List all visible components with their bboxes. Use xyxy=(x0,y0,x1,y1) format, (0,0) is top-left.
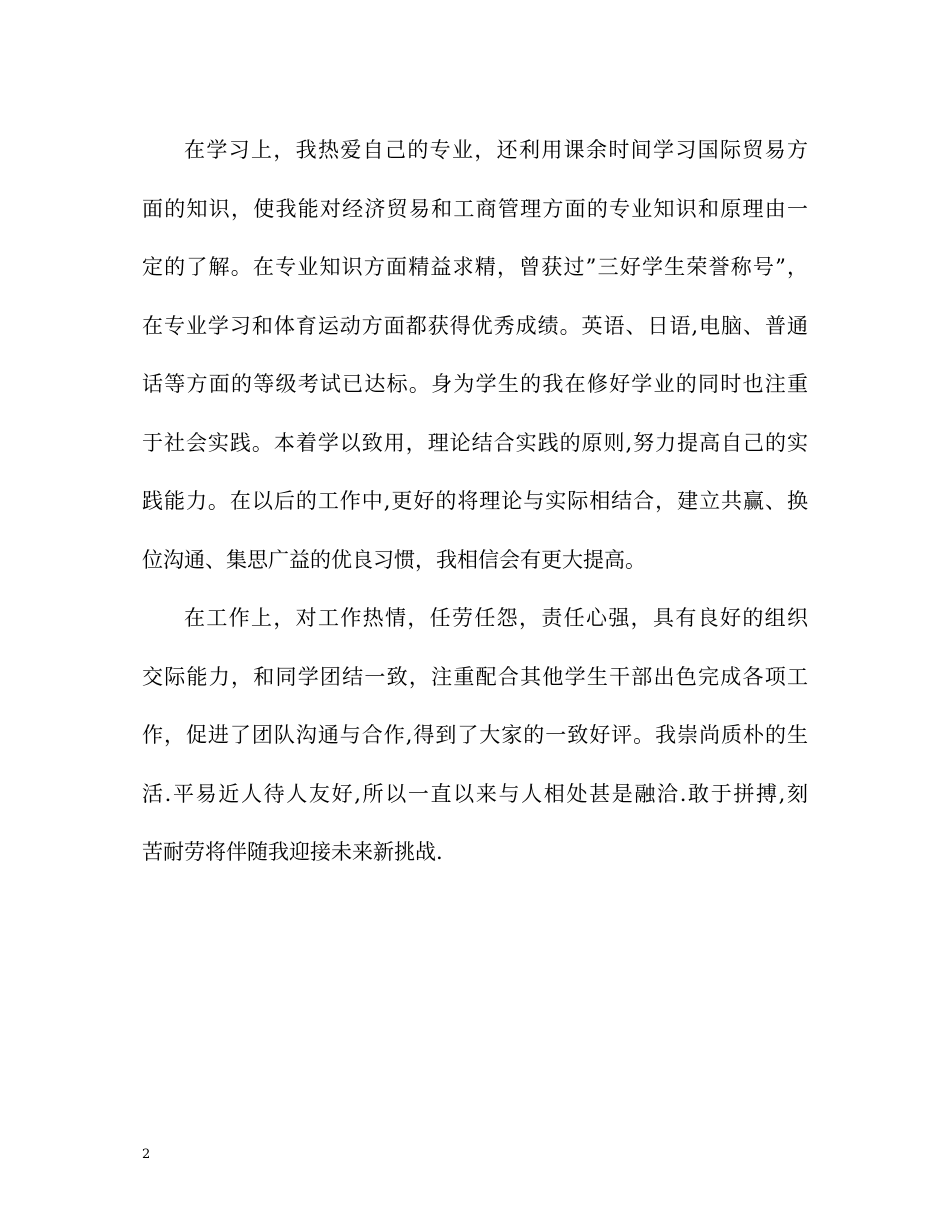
paragraph-line: 话等方面的等级考试已达标。身为学生的我在修好学业的同时也注重 xyxy=(142,372,808,396)
paragraph-line: 在专业学习和体育运动方面都获得优秀成绩。英语、日语,电脑、普通 xyxy=(142,313,808,338)
paragraph-line: 位沟通、集思广益的优良习惯，我相信会有更大提高。 xyxy=(142,547,646,572)
paragraph-line: 在学习上，我热爱自己的专业，还利用课余时间学习国际贸易方 xyxy=(184,138,808,162)
paragraph-line: 作，促进了团队沟通与合作,得到了大家的一致好评。我崇尚质朴的生 xyxy=(142,723,808,747)
document-body xyxy=(142,124,808,885)
paragraph-line: 践能力。在以后的工作中,更好的将理论与实际相结合，建立共赢、换 xyxy=(142,489,808,513)
paragraph-line: 定的了解。在专业知识方面精益求精，曾获过”三好学生荣誉称号”， xyxy=(142,255,808,279)
paragraph-line: 活.平易近人待人友好,所以一直以来与人相处甚是融洽.敢于拼搏,刻 xyxy=(142,781,808,806)
paragraph-line: 于社会实践。本着学以致用，理论结合实践的原则,努力提高自己的实 xyxy=(142,430,808,455)
page-number: 2 xyxy=(142,1147,151,1162)
paragraph-study xyxy=(142,124,808,586)
paragraph-line: 交际能力，和同学团结一致，注重配合其他学生干部出色完成各项工 xyxy=(142,664,808,689)
paragraph-line: 面的知识，使我能对经济贸易和工商管理方面的专业知识和原理由一 xyxy=(142,196,808,221)
paragraph-line: 苦耐劳将伴随我迎接未来新挑战. xyxy=(142,840,443,864)
paragraph-work xyxy=(142,592,808,878)
paragraph-line: 在工作上，对工作热情，任劳任怨，责任心强，具有良好的组织 xyxy=(184,606,808,630)
